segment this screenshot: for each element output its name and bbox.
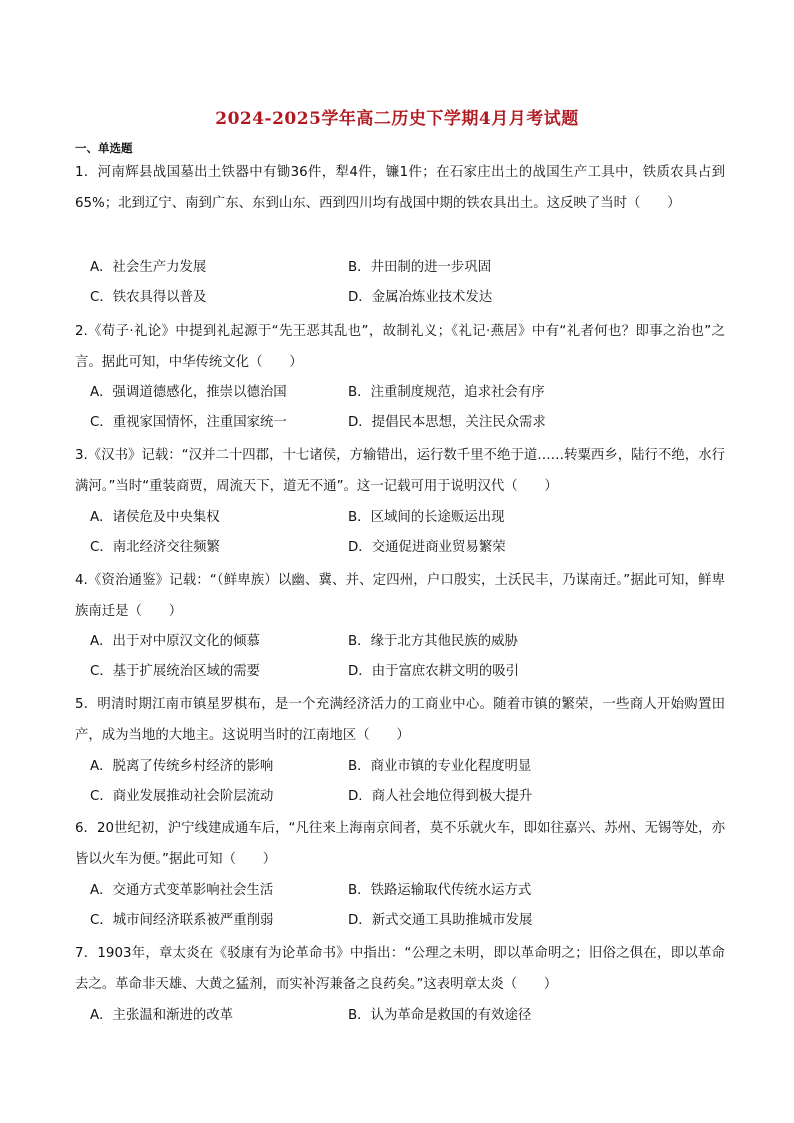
option-a: A．出于对中原汉文化的倾慕 bbox=[90, 634, 260, 649]
option-row bbox=[90, 657, 730, 687]
question-1: 1．河南辉县战国墓出土铁器中有锄36件，犁4件，镰1件；在石家庄出土的战国生产工具中，铁质农具占到65%；北到辽宁、南到广东、东到山东、西到四川均有战国中期的铁农具出土。这反映了当时（ ） bbox=[75, 165, 725, 211]
question-6-options bbox=[90, 876, 730, 936]
option-d: D．金属冶炼业技术发达 bbox=[348, 290, 493, 305]
option-row bbox=[90, 378, 730, 408]
question-3-options bbox=[90, 503, 730, 563]
option-row bbox=[90, 533, 730, 563]
option-b: B．认为革命是救国的有效途径 bbox=[348, 1008, 532, 1023]
option-b: B．缘于北方其他民族的威胁 bbox=[348, 634, 518, 649]
option-row bbox=[90, 503, 730, 533]
option-d: D．由于富庶农耕文明的吸引 bbox=[348, 664, 519, 679]
option-d: D．商人社会地位得到极大提升 bbox=[348, 789, 533, 804]
option-row bbox=[90, 627, 730, 657]
option-b: B．商业市镇的专业化程度明显 bbox=[348, 759, 532, 774]
question-7: 7．1903年，章太炎在《驳康有为论革命书》中指出：“公理之未明，即以革命明之；旧俗之俱在，即以革命去之。革命非天雄、大黄之猛剂，而实补泻兼备之良药矣。”这表明章太炎（ ） bbox=[75, 946, 725, 992]
option-row bbox=[90, 1001, 730, 1031]
option-c: C．重视家国情怀，注重国家统一 bbox=[90, 415, 287, 430]
question-6: 6．20世纪初，沪宁线建成通车后，“凡往来上海南京间者，莫不乐就火车，即如往嘉兴、苏州、无锡等处，亦皆以火车为便。”据此可知（ ） bbox=[75, 821, 725, 867]
option-d: D．交通促进商业贸易繁荣 bbox=[348, 540, 506, 555]
option-d: D．新式交通工具助推城市发展 bbox=[348, 913, 533, 928]
option-c: C．商业发展推动社会阶层流动 bbox=[90, 789, 274, 804]
option-b: B．区域间的长途贩运出现 bbox=[348, 510, 505, 525]
option-c: C．南北经济交往频繁 bbox=[90, 540, 220, 555]
option-row bbox=[90, 876, 730, 906]
option-a: A．脱离了传统乡村经济的影响 bbox=[90, 759, 274, 774]
question-2-options bbox=[90, 378, 730, 438]
question-4-options bbox=[90, 627, 730, 687]
option-b: B．井田制的进一步巩固 bbox=[348, 260, 492, 275]
option-row bbox=[90, 283, 730, 313]
option-c: C．城市间经济联系被严重削弱 bbox=[90, 913, 274, 928]
question-7-options bbox=[90, 1001, 730, 1031]
option-row bbox=[90, 906, 730, 936]
option-a: A．交通方式变革影响社会生活 bbox=[90, 883, 274, 898]
option-c: C．铁农具得以普及 bbox=[90, 290, 207, 305]
option-a: A．主张温和渐进的改革 bbox=[90, 1008, 234, 1023]
page-title: 2024-2025学年高二历史下学期4月月考试题 bbox=[215, 109, 579, 129]
option-c: C．基于扩展统治区域的需要 bbox=[90, 664, 261, 679]
option-a: A．诸侯危及中央集权 bbox=[90, 510, 220, 525]
option-row bbox=[90, 782, 730, 812]
question-2: 2.《荀子·礼论》中提到礼起源于“先王恶其乱也”，故制礼义；《礼记·燕居》中有“礼者何也？即事之治也”之言。据此可知，中华传统文化（ ） bbox=[75, 324, 725, 370]
option-a: A．社会生产力发展 bbox=[90, 260, 207, 275]
question-5: 5．明清时期江南市镇星罗棋布，是一个充满经济活力的工商业中心。随着市镇的繁荣，一些商人开始购置田产，成为当地的大地主。这说明当时的江南地区（ ） bbox=[75, 697, 725, 743]
option-row bbox=[90, 253, 730, 283]
question-1-options bbox=[90, 253, 730, 313]
section-heading: 一、单选题 bbox=[75, 141, 133, 155]
question-3: 3.《汉书》记载：“汉并二十四郡，十七诸侯，方输错出，运行数千里不绝于道……转粟西乡，陆行不绝，水行满河。”当时“重装商贾，周流天下，道无不通”。这一记载可用于说明汉代（ ） bbox=[75, 448, 725, 494]
question-5-options bbox=[90, 752, 730, 812]
option-b: B．注重制度规范，追求社会有序 bbox=[348, 385, 545, 400]
question-4: 4.《资治通鉴》记载：“（鲜卑族）以幽、冀、并、定四州，户口殷实，土沃民丰，乃谋南迁。”据此可知，鲜卑族南迁是（ ） bbox=[75, 573, 725, 619]
option-b: B．铁路运输取代传统水运方式 bbox=[348, 883, 532, 898]
option-row bbox=[90, 408, 730, 438]
option-d: D．提倡民本思想，关注民众需求 bbox=[348, 415, 546, 430]
option-row bbox=[90, 752, 730, 782]
option-a: A．强调道德感化，推崇以德治国 bbox=[90, 385, 287, 400]
